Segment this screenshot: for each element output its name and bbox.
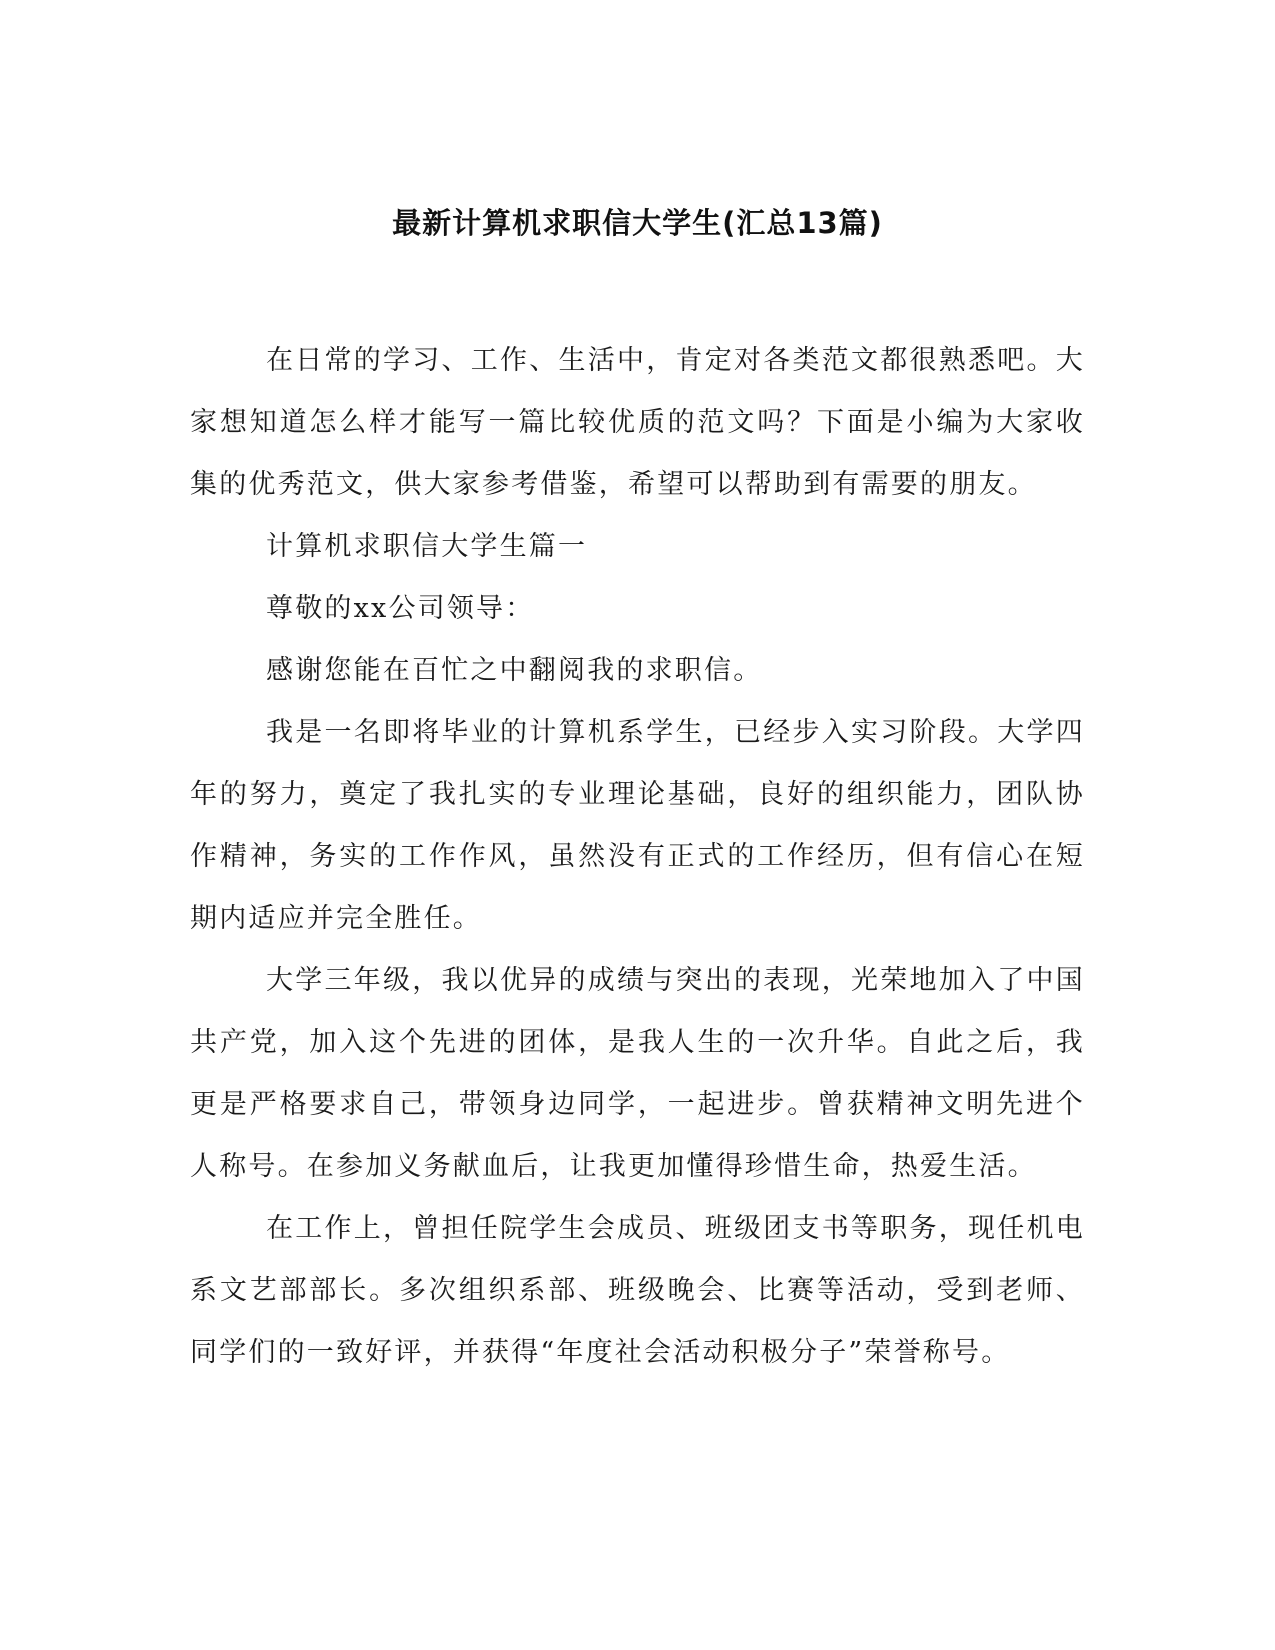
body-paragraph: 在工作上，曾担任院学生会成员、班级团支书等职务，现任机电系文艺部部长。多次组织系部、班级晚会、比赛等活动，受到老师、同学们的一致好评，并获得“年度社会活动积极分子”荣誉称号。 xyxy=(190,1213,1085,1368)
intro-paragraph: 在日常的学习、工作、生活中，肯定对各类范文都很熟悉吧。大家想知道怎么样才能写一篇比较优质的范文吗？下面是小编为大家收集的优秀范文，供大家参考借鉴，希望可以帮助到有需要的朋友。 xyxy=(190,345,1085,500)
document-title: 最新计算机求职信大学生(汇总13篇) xyxy=(392,206,883,240)
body-paragraph: 大学三年级，我以优异的成绩与突出的表现，光荣地加入了中国共产党，加入这个先进的团体，是我人生的一次升华。自此之后，我更是严格要求自己，带领身边同学，一起进步。曾获精神文明先进个人称号。在参加义务献血后，让我更加懂得珍惜生命，热爱生活。 xyxy=(190,965,1085,1182)
body-paragraph: 我是一名即将毕业的计算机系学生，已经步入实习阶段。大学四年的努力，奠定了我扎实的专业理论基础，良好的组织能力，团队协作精神，务实的工作作风，虽然没有正式的工作经历，但有信心在短期内适应并完全胜任。 xyxy=(190,717,1085,934)
body-paragraph: 感谢您能在百忙之中翻阅我的求职信。 xyxy=(266,655,763,686)
document-body xyxy=(190,330,1085,1384)
section-heading: 计算机求职信大学生篇一 xyxy=(266,531,588,562)
salutation: 尊敬的xx公司领导： xyxy=(266,593,535,624)
